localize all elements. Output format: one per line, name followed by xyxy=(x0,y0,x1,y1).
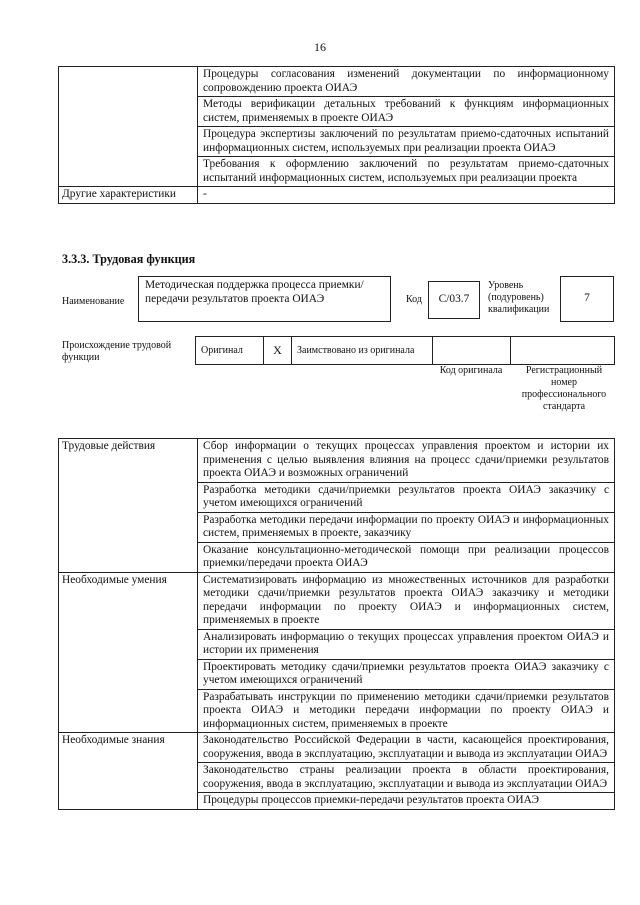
empty-label-cell xyxy=(59,67,198,187)
table-row xyxy=(59,67,615,97)
code-value: С/03.7 xyxy=(438,293,470,306)
level-box xyxy=(560,276,614,322)
table-cell: Разработка методики сдачи/приемки результатов проекта ОИАЭ заказчику с учетом имеющихся ограничений xyxy=(198,482,615,512)
table-cell: Разрабатывать инструкции по применению методики сдачи/приемки результатов проекта ОИАЭ и методики передачи информации по проекту ОИАЭ и информационных систем, применяемых в проекте xyxy=(198,689,615,733)
name-label: Наименование xyxy=(62,296,125,307)
section-label-knowledge: Необходимые знания xyxy=(59,733,198,810)
table-cell: Анализировать информацию о текущих процессах управления проектом ОИАЭ и истории их применения xyxy=(198,629,615,659)
continuation-table xyxy=(58,66,615,204)
table-cell: Сбор информации о текущих процессах управления проектом и истории их применения с целью выявления влияния на процесс сдачи/приемки результатов проекта ОИАЭ и возможных ограничений xyxy=(198,439,615,483)
table-row xyxy=(196,337,615,365)
code-original-caption: Код оригинала xyxy=(439,365,503,376)
table-row xyxy=(59,572,615,629)
code-label: Код xyxy=(406,294,422,305)
page-number: 16 xyxy=(314,40,326,54)
table-cell: Законодательство Российской Федерации в части, касающейся проектирования, сооружения, ввода в эксплуатацию, эксплуатации и вывода из эксплуатации ОИАЭ xyxy=(198,733,615,763)
level-label: Уровень (подуровень) квалификации xyxy=(488,280,550,315)
section-label-skills: Необходимые умения xyxy=(59,572,198,733)
borrowed-label: Заимствовано из оригинала xyxy=(292,337,433,365)
reg-number-cell xyxy=(511,337,615,365)
table-row xyxy=(59,187,615,204)
code-box xyxy=(428,281,480,319)
table-cell: Оказание консультационно-методической помощи при реализации процессов приемки/передачи проекта ОИАЭ xyxy=(198,542,615,572)
function-name-box xyxy=(138,276,391,322)
other-characteristics-label: Другие характеристики xyxy=(59,187,198,204)
requirements-table xyxy=(58,438,615,810)
table-cell: Методы верификации детальных требований к функциям информационных систем, применяемых в проекте ОИАЭ xyxy=(198,97,615,127)
origin-table xyxy=(195,336,615,365)
reg-number-caption: Регистрационный номер профессионального стандарта xyxy=(521,365,607,412)
table-cell: Процедуры согласования изменений документации по информационному сопровождению проекта ОИАЭ xyxy=(198,67,615,97)
level-value: 7 xyxy=(584,292,590,305)
origin-label: Происхождение трудовой функции xyxy=(62,340,172,363)
section-title: 3.3.3. Трудовая функция xyxy=(62,252,196,266)
function-name-value: Методическая поддержка процесса приемки/передачи результатов проекта ОИАЭ xyxy=(145,279,364,305)
table-cell: Систематизировать информацию из множественных источников для разработки методики сдачи/приемки результатов проекта ОИАЭ заказчику и методики передачи информации по проекту ОИАЭ и информационных систем, применяемых в проекте xyxy=(198,572,615,629)
table-row xyxy=(59,733,615,763)
table-cell: Требования к оформлению заключений по результатам приемо-сдаточных испытаний информационных систем, используемых при реализации проекта xyxy=(198,157,615,187)
original-mark: X xyxy=(264,337,292,365)
table-row xyxy=(59,439,615,483)
other-characteristics-value: - xyxy=(198,187,615,204)
table-cell: Процедуры процессов приемки-передачи результатов проекта ОИАЭ xyxy=(198,793,615,810)
table-cell: Проектировать методику сдачи/приемки результатов проекта ОИАЭ заказчику с учетом имеющихся ограничений xyxy=(198,659,615,689)
original-label: Оригинал xyxy=(196,337,264,365)
table-cell: Процедура экспертизы заключений по результатам приемо-сдаточных испытаний информационных систем, используемых при реализации проекта ОИАЭ xyxy=(198,127,615,157)
code-original-cell xyxy=(433,337,511,365)
table-cell: Разработка методики передачи информации по проекту ОИАЭ и информационных систем, применяемых в проекте, заказчику xyxy=(198,512,615,542)
section-label-labor-actions: Трудовые действия xyxy=(59,439,198,573)
table-cell: Законодательство страны реализации проекта в области проектирования, сооружения, ввода в эксплуатацию, эксплуатации и вывода из эксплуатации ОИАЭ xyxy=(198,763,615,793)
